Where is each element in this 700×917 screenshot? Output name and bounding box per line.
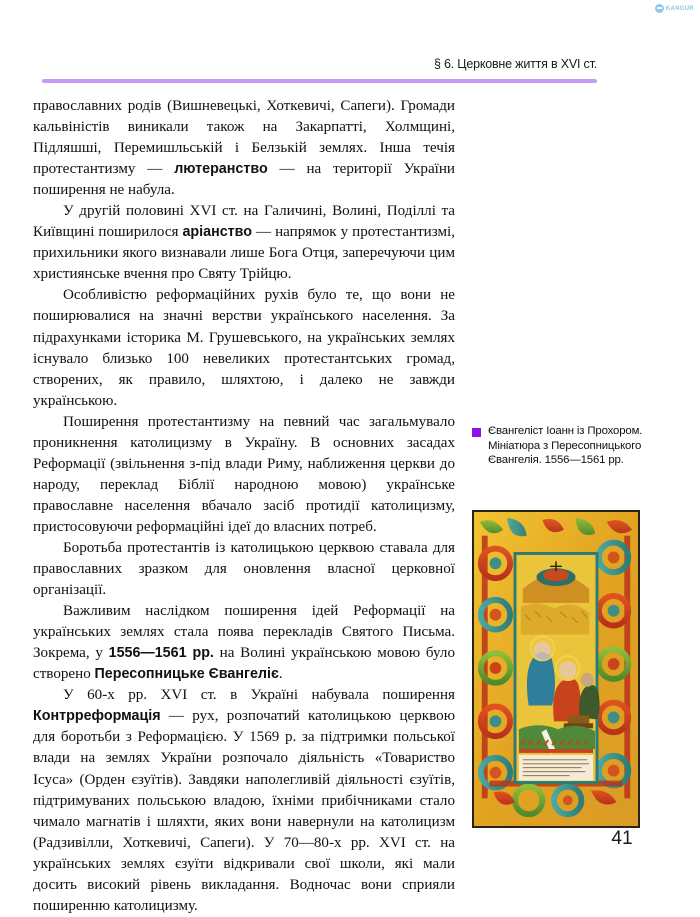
- manuscript-miniature-image: [472, 510, 640, 828]
- figure-caption: [472, 424, 652, 468]
- body-text-run: .: [278, 666, 283, 683]
- body-text-run: — на території України поширення не набула.: [33, 161, 455, 199]
- key-term: 1556—1561 рр.: [108, 645, 214, 662]
- miniature-illustration: [474, 512, 638, 826]
- key-term: Контрреформація: [33, 708, 161, 725]
- body-paragraph: [33, 285, 455, 411]
- body-text-run: Особливістю реформаційних рухів було те, що вони не поширювалися на значні верстви українського населення. За підрахунками історика М. Грушевського, на українських землях існувало близько 100 невеликих протестантських громад, створених, як правило, шляхтою, і далеко не завжди українською.: [33, 287, 455, 409]
- body-text-run: Боротьба протестантів із католицькою церквою ставала для православних зразком для оновлення власної церковної організації.: [33, 539, 455, 599]
- figure-caption-text: Євангеліст Іоанн із Прохором. Мініатюра з Пересопницького Євангелія. 1556—1561 рр.: [488, 425, 643, 467]
- key-term: аріанство: [182, 224, 252, 241]
- body-text-run: на Волині українською мовою було створено: [33, 645, 456, 683]
- page-number: 41: [611, 828, 633, 849]
- watermark-dot-icon: [655, 4, 664, 13]
- body-text-run: Важливим наслідком поширення ідей Реформації на українських землях стала поява перекладів Святого Письма. Зокрема, у: [33, 603, 455, 662]
- body-text-run: У 60-х рр. XVI ст. в Україні набувала поширення: [63, 687, 455, 704]
- body-paragraph: [33, 96, 455, 201]
- body-paragraph: [33, 412, 455, 538]
- body-text-run: — рух, розпочатий католицькою церквою для боротьби з Реформацією. У 1569 р. за підтримки польської влади на землях України розпочало діяльність «Товариство Ісуса» (Орден єзуїтів). Завдяки наполегливій діяльності єзуїтів, підтримуваних польською владою, їхніми прибічниками стало чимало магнатів і шляхти, яких вони навернули на католицизм (Радзивілли, Хоткевичі, Сапеги). У 70—80-х рр. XVI ст. на українських землях єзуїти відкривали свої школи, які мали досить високий рівень викладання. Водночас вони сприяли поширенню католицизму.: [33, 708, 455, 914]
- key-term: лютеранство: [174, 161, 268, 178]
- running-head: § 6. Церковне життя в XVI ст.: [433, 57, 597, 71]
- body-paragraph: [33, 538, 455, 601]
- body-text-run: православних родів (Вишневецькі, Хоткевичі, Сапеги). Громади кальвіністів виникали також на Закарпатті, Холмщині, Підляшші, Перемишльській і Белзькій землях. Інша течія протестантизму —: [33, 98, 455, 178]
- bullet-square-icon: [472, 428, 481, 437]
- watermark-logo: [655, 4, 694, 13]
- key-term: Пересопницьке Євангеліє: [94, 666, 279, 683]
- body-text-run: У другій половині XVI ст. на Галичині, Волині, Поділлі та Київщині поширилося: [33, 203, 455, 241]
- body-paragraph: [33, 685, 455, 917]
- watermark-label: KANGUR: [665, 5, 694, 12]
- header-rule-divider: [42, 79, 597, 83]
- body-text-run: — напрямок у протестантизмі, прихильники якого визнавали лише Бога Отця, заперечуючи цим християнське вчення про Святу Трійцю.: [33, 224, 456, 283]
- main-text-column: [33, 96, 455, 917]
- body-paragraph: [33, 201, 455, 285]
- body-text-run: Поширення протестантизму на певний час загальмувало проникнення католицизму в Україну. В основних засадах Реформації (звільнення з-під влади Риму, наближення церкви до народу, переклад Біблії народною мовою) українське православне населення вбачало засіб протидії католицизму, пристосовуючи реформаційні ідеї до власних потреб.: [33, 413, 455, 535]
- body-paragraph: [33, 601, 455, 685]
